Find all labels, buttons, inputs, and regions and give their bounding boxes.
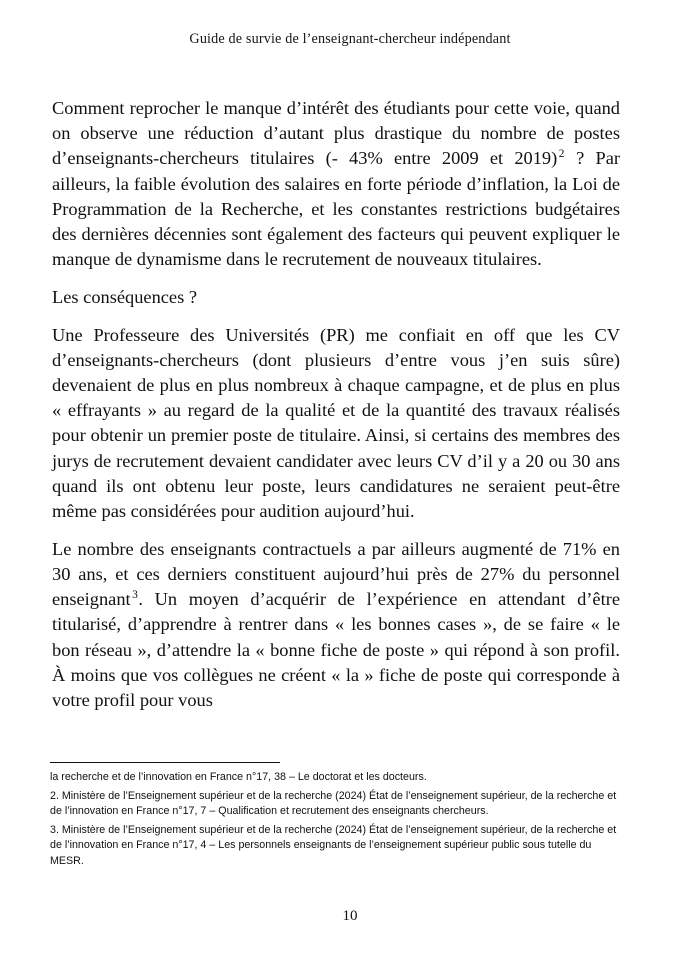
footnote-3: 3. Ministère de l’Enseignement supérieur et de la recherche (2024) État de l’enseignement supérieur, de la recherche et de l’innovation en France n°17, 4 – Les personnels enseignants de l’enseignement supérieur public sous tutelle du MESR. (50, 823, 617, 867)
footnote-list (50, 770, 622, 870)
paragraph-1 (52, 96, 620, 272)
footnote-marker-2[interactable]: 2 (558, 148, 565, 161)
paragraph-1-text-before-note: Comment reprocher le manque d’intérêt des étudiants pour cette voie, quand on observe une réduction d’autant plus drastique du nombre de postes d’enseignants-chercheurs titulaires (- 43% entre 2009 et 2019) (52, 98, 620, 169)
paragraph-4 (52, 537, 620, 713)
paragraph-2: Les conséquences ? (52, 286, 198, 307)
paragraph-4-text-after-note: . Un moyen d’acquérir de l’expérience en attendant d’être titularisé, d’apprendre à rentrer dans « les bonnes cases », de se faire « le bon réseau », d’attendre la « bonne fiche de poste » qui répond à son profil. À moins que vos collègues ne créent « la » fiche de poste qui corresponde à votre profil pour vous (52, 589, 620, 710)
footnote-2: 2. Ministère de l’Enseignement supérieur et de la recherche (2024) État de l’enseignement supérieur, de la recherche et de l’innovation en France n°17, 7 – Qualification et recrutement des enseignants chercheurs. (50, 789, 617, 818)
paragraph-3: Une Professeure des Universités (PR) me confiait en off que les CV d’enseignants-chercheurs (dont plusieurs d’entre vous j’en suis sûre) devenaient de plus en plus nombreux à chaque campagne, et de plus en plus « effrayants » au regard de la qualité et de la quantité des travaux réalisés pour obtenir un premier poste de titulaire. Ainsi, si certains des membres des jurys de recrutement devaient candidater avec leurs CV d’il y a 20 ou 30 ans quand ils ont obtenu leur poste, leurs candidatures ne seraient peut-être même pas considérées pour audition aujourd’hui. (52, 324, 620, 522)
paragraph-1-text-after-note: ? Par ailleurs, la faible évolution des salaires en forte période d’inflation, la Loi de Programmation de la Recherche, et les constantes restrictions budgétaires des dernières décennies sont également des facteurs qui peuvent expliquer le manque de dynamisme dans le recrutement de nouveaux titulaires. (52, 148, 621, 270)
page-number: 10 (342, 908, 358, 924)
footnote-marker-3[interactable]: 3 (132, 589, 138, 602)
running-head: Guide de survie de l’enseignant-chercheur indépendant (189, 31, 511, 47)
paragraph-4-text-before-note: Le nombre des enseignants contractuels a par ailleurs augmenté de 71% en 30 ans, et ces derniers constituent aujourd’hui près de 27% du personnel enseignant (52, 538, 620, 610)
footnote-continued: la recherche et de l’innovation en France n°17, 38 – Le doctorat et les docteurs. (50, 771, 427, 783)
footnote-area (50, 762, 622, 870)
footnote-separator-rule (50, 762, 280, 763)
body-text-block (52, 96, 620, 713)
